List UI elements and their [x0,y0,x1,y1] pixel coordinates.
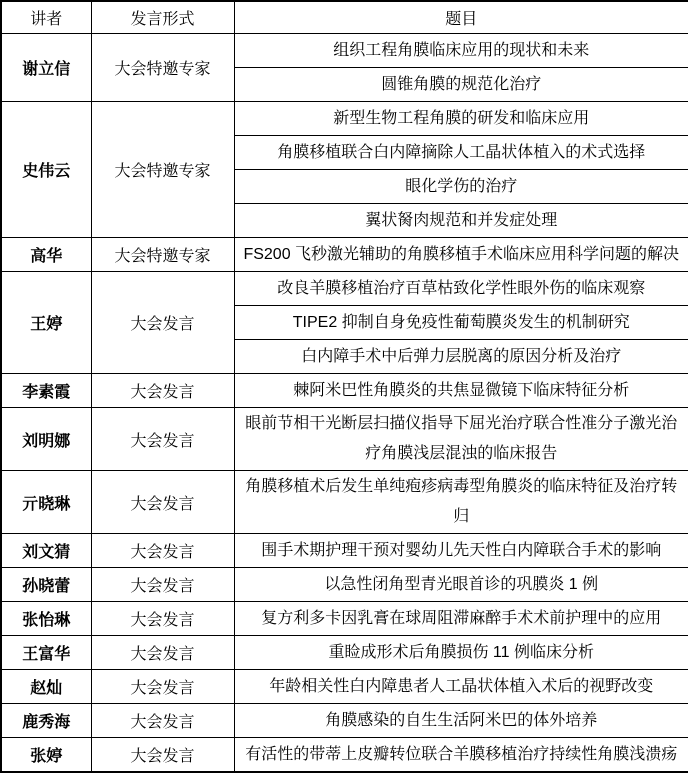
speaker-cell: 谢立信 [1,34,91,102]
table-row [1,408,688,471]
speaker-cell: 刘文猜 [1,534,91,568]
topic-cell: 改良羊膜移植治疗百草枯致化学性眼外伤的临床观察 [234,272,688,306]
topic-cell: 白内障手术中后弹力层脱离的原因分析及治疗 [234,340,688,374]
speaker-cell: 王婷 [1,272,91,374]
table-row [1,374,688,408]
format-cell: 大会发言 [91,636,234,670]
format-cell: 大会特邀专家 [91,102,234,238]
speaker-cell: 王富华 [1,636,91,670]
format-cell: 大会发言 [91,534,234,568]
topic-cell: 角膜移植术后发生单纯疱疹病毒型角膜炎的临床特征及治疗转归 [234,471,688,534]
table-row [1,471,688,534]
table-row [1,568,688,602]
speaker-cell: 史伟云 [1,102,91,238]
format-cell: 大会发言 [91,670,234,704]
header-row [1,1,688,34]
topic-cell: 角膜感染的自生生活阿米巴的体外培养 [234,704,688,738]
table-row [1,34,688,68]
table-row [1,534,688,568]
table-row [1,738,688,773]
speaker-cell: 鹿秀海 [1,704,91,738]
table-row [1,102,688,136]
format-cell: 大会发言 [91,408,234,471]
topic-cell: 有活性的带蒂上皮瓣转位联合羊膜移植治疗持续性角膜浅溃疡 [234,738,688,773]
format-cell: 大会发言 [91,602,234,636]
format-cell: 大会发言 [91,272,234,374]
speaker-cell: 李素霞 [1,374,91,408]
format-cell: 大会发言 [91,471,234,534]
topic-cell: 年龄相关性白内障患者人工晶状体植入术后的视野改变 [234,670,688,704]
format-cell: 大会发言 [91,738,234,773]
table-row [1,238,688,272]
topic-cell: 角膜移植联合白内障摘除人工晶状体植入的术式选择 [234,136,688,170]
format-cell: 大会发言 [91,568,234,602]
topic-cell: 组织工程角膜临床应用的现状和未来 [234,34,688,68]
topic-cell: 眼前节相干光断层扫描仪指导下屈光治疗联合性准分子激光治疗角膜浅层混浊的临床报告 [234,408,688,471]
speaker-cell: 亓晓琳 [1,471,91,534]
format-cell: 大会发言 [91,704,234,738]
topic-cell: 眼化学伤的治疗 [234,170,688,204]
header-format: 发言形式 [91,1,234,34]
topic-cell: 棘阿米巴性角膜炎的共焦显微镜下临床特征分析 [234,374,688,408]
format-cell: 大会特邀专家 [91,238,234,272]
header-topic: 题目 [234,1,688,34]
topic-cell: TIPE2 抑制自身免疫性葡萄膜炎发生的机制研究 [234,306,688,340]
topic-cell: 翼状胬肉规范和并发症处理 [234,204,688,238]
topic-cell: 圆锥角膜的规范化治疗 [234,68,688,102]
format-cell: 大会发言 [91,374,234,408]
speaker-cell: 赵灿 [1,670,91,704]
topic-cell: FS200 飞秒激光辅助的角膜移植手术临床应用科学问题的解决 [234,238,688,272]
table-row [1,272,688,306]
table-row [1,670,688,704]
topic-cell: 以急性闭角型青光眼首诊的巩膜炎 1 例 [234,568,688,602]
speaker-cell: 高华 [1,238,91,272]
speaker-cell: 刘明娜 [1,408,91,471]
table-body [1,34,688,773]
topic-cell: 新型生物工程角膜的研发和临床应用 [234,102,688,136]
header-speaker: 讲者 [1,1,91,34]
speaker-cell: 孙晓蕾 [1,568,91,602]
speaker-cell: 张怡琳 [1,602,91,636]
table-row [1,636,688,670]
format-cell: 大会特邀专家 [91,34,234,102]
topic-cell: 围手术期护理干预对婴幼儿先天性白内障联合手术的影响 [234,534,688,568]
table-row [1,602,688,636]
topic-cell: 重睑成形术后角膜损伤 11 例临床分析 [234,636,688,670]
table-row [1,704,688,738]
topic-cell: 复方利多卡因乳膏在球周阻滞麻醉手术术前护理中的应用 [234,602,688,636]
speaker-cell: 张婷 [1,738,91,773]
